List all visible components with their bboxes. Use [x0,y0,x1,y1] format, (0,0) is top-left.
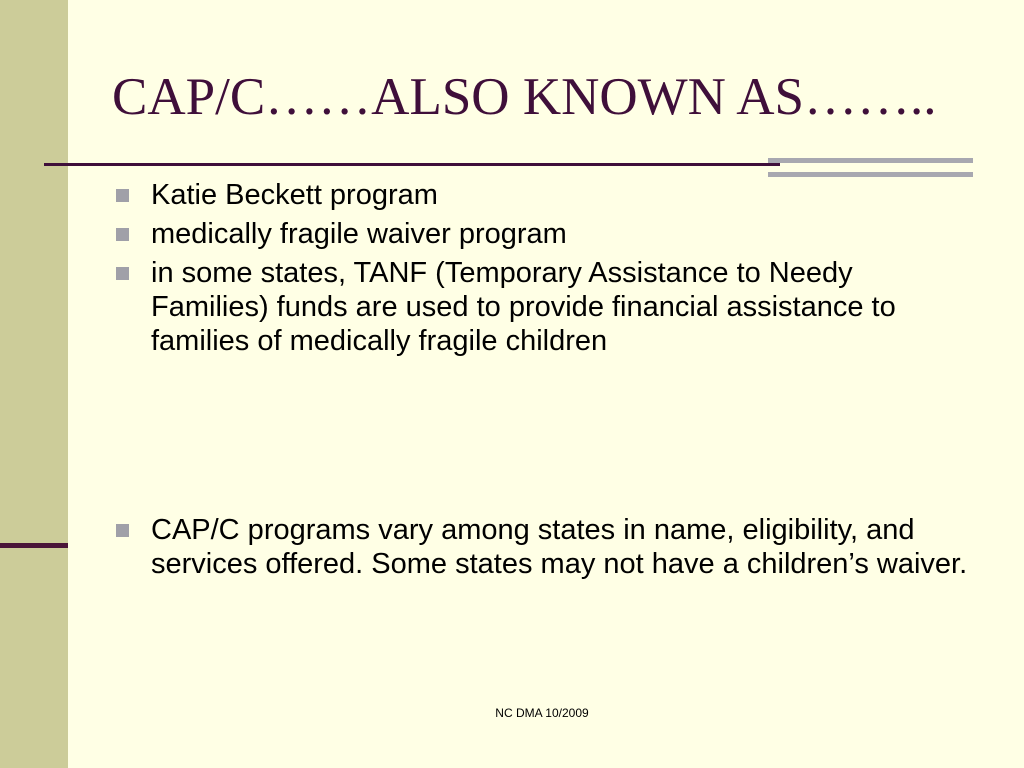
bullet-item-medically-fragile-waiver [116,217,976,251]
square-bullet-icon [116,524,129,537]
square-bullet-icon [116,267,129,280]
title-underline [44,163,780,166]
left-accent-bar [0,543,68,548]
square-bullet-icon [116,189,129,202]
slide-footer: NC DMA 10/2009 [495,706,589,720]
slide-title: CAP/C……ALSO KNOWN AS…….. [112,68,937,126]
title-accent-gray-bar-top [768,158,973,163]
square-bullet-icon [116,228,129,241]
bullet-text: in some states, TANF (Temporary Assistance to Needy Families) funds are used to provide financial assistance to families of medically fragile children [151,257,896,357]
title-accent-gray-bar-bottom [768,172,973,177]
bullet-list [116,178,976,586]
bullet-text: medically fragile waiver program [151,218,567,250]
bullet-text: Katie Beckett program [151,179,438,211]
bullet-text: CAP/C programs vary among states in name, eligibility, and services offered. Some states may not have a children’s waiver. [151,514,968,580]
bullet-item-tanf [116,256,976,358]
bullet-item-cap-c-variation [116,513,976,581]
bullet-item-katie-beckett [116,178,976,212]
left-decorative-band [0,0,68,768]
